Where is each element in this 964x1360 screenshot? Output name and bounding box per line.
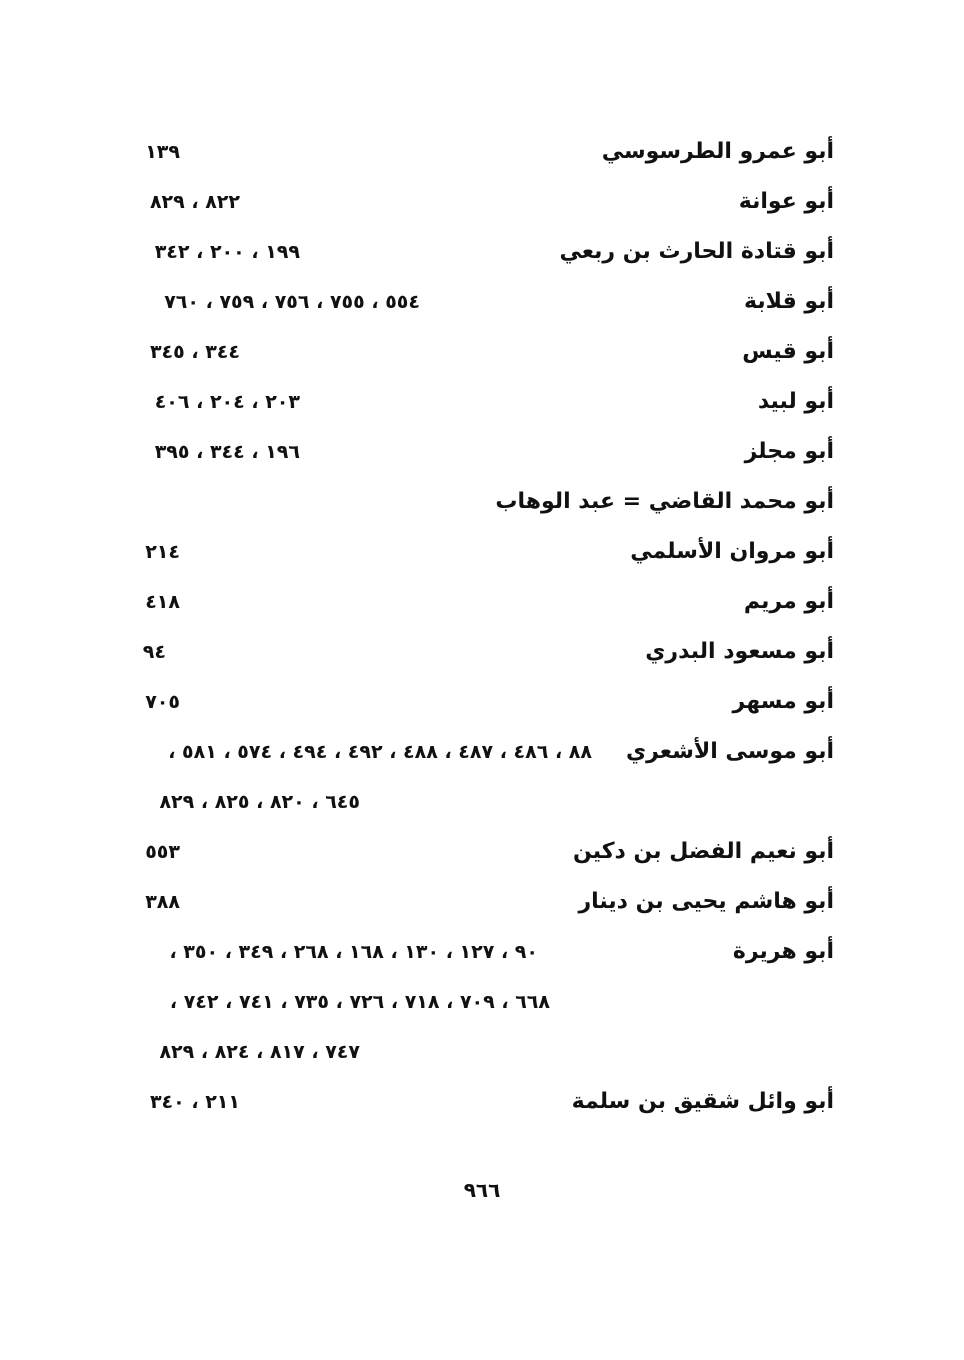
entry-name: أبو هريرة	[732, 939, 834, 964]
entry-pages: ٥٥٣	[145, 841, 180, 863]
entry-name: أبو عمرو الطرسوسي	[601, 139, 834, 164]
entry-name: أبو موسى الأشعري	[625, 739, 834, 764]
entry-pages: ٤١٨	[145, 591, 180, 613]
entry-name: أبو وائل شقيق بن سلمة	[571, 1089, 834, 1114]
entry-name: أبو مروان الأسلمي	[630, 539, 834, 564]
entry-name: أبو نعيم الفضل بن دكين	[572, 839, 834, 864]
index-entry	[120, 284, 840, 320]
page-number: ٩٦٦	[463, 1178, 501, 1202]
entry-pages: ٨٨ ، ٤٨٦ ، ٤٨٧ ، ٤٨٨ ، ٤٩٢ ، ٤٩٤ ، ٥٧٤ ، ٥٨١ ،	[168, 741, 592, 763]
entry-pages: ٢٠٣ ، ٢٠٤ ، ٤٠٦	[154, 391, 300, 413]
index-entry	[120, 434, 840, 470]
entry-name: أبو مسهر	[732, 689, 834, 714]
entry-pages: ١٣٩	[145, 141, 180, 163]
index-entry	[120, 534, 840, 570]
entry-pages: ٦٤٥ ، ٨٢٠ ، ٨٢٥ ، ٨٢٩	[159, 791, 360, 813]
entry-name: أبو هاشم يحيى بن دينار	[578, 889, 834, 914]
index-entry	[120, 884, 840, 920]
entry-pages: ٧٠٥	[145, 691, 180, 713]
entry-name: أبو محمد القاضي = عبد الوهاب	[495, 489, 834, 514]
entry-name: أبو قتادة الحارث بن ربعي	[559, 239, 834, 264]
entry-pages: ٢١١ ، ٣٤٠	[149, 1091, 240, 1113]
entry-name: أبو قلابة	[744, 289, 834, 314]
index-entry	[120, 234, 840, 270]
entry-pages: ٣٤٤ ، ٣٤٥	[149, 341, 240, 363]
index-entry	[120, 484, 840, 520]
index-entry	[120, 1084, 840, 1120]
entry-pages: ٣٨٨	[145, 891, 180, 913]
entry-pages: ٨٢٢ ، ٨٢٩	[149, 191, 240, 213]
index-entry	[120, 384, 840, 420]
entry-name: أبو مجلز	[744, 439, 834, 464]
index-entry-continuation	[120, 984, 840, 1020]
index-entry	[120, 334, 840, 370]
entry-pages: ١٩٦ ، ٣٤٤ ، ٣٩٥	[154, 441, 300, 463]
entry-name: أبو مسعود البدري	[645, 639, 834, 664]
entry-pages: ٦٦٨ ، ٧٠٩ ، ٧١٨ ، ٧٢٦ ، ٧٣٥ ، ٧٤١ ، ٧٤٢ ،	[169, 991, 550, 1013]
index-entry	[120, 734, 840, 770]
index-entry	[120, 134, 840, 170]
index-entry	[120, 684, 840, 720]
entry-pages: ٥٥٤ ، ٧٥٥ ، ٧٥٦ ، ٧٥٩ ، ٧٦٠	[164, 291, 420, 313]
entry-pages: ٧٤٧ ، ٨١٧ ، ٨٢٤ ، ٨٢٩	[159, 1041, 360, 1063]
index-entry	[120, 934, 840, 970]
entry-name: أبو قيس	[742, 339, 834, 364]
index-entry	[120, 634, 840, 670]
index-entry-continuation	[120, 784, 840, 820]
entry-pages: ٢١٤	[145, 541, 180, 563]
entry-pages: ٩٤	[142, 641, 166, 663]
entry-pages: ١٩٩ ، ٢٠٠ ، ٣٤٢	[154, 241, 300, 263]
index-entry	[120, 184, 840, 220]
entry-name: أبو مريم	[743, 589, 834, 614]
entry-name: أبو لبيد	[757, 389, 834, 414]
entry-name: أبو عوانة	[738, 189, 834, 214]
index-entry-continuation	[120, 1034, 840, 1070]
index-entry	[120, 584, 840, 620]
index-entry	[120, 834, 840, 870]
entry-pages: ٩٠ ، ١٢٧ ، ١٣٠ ، ١٦٨ ، ٢٦٨ ، ٣٤٩ ، ٣٥٠ ،	[169, 941, 538, 963]
